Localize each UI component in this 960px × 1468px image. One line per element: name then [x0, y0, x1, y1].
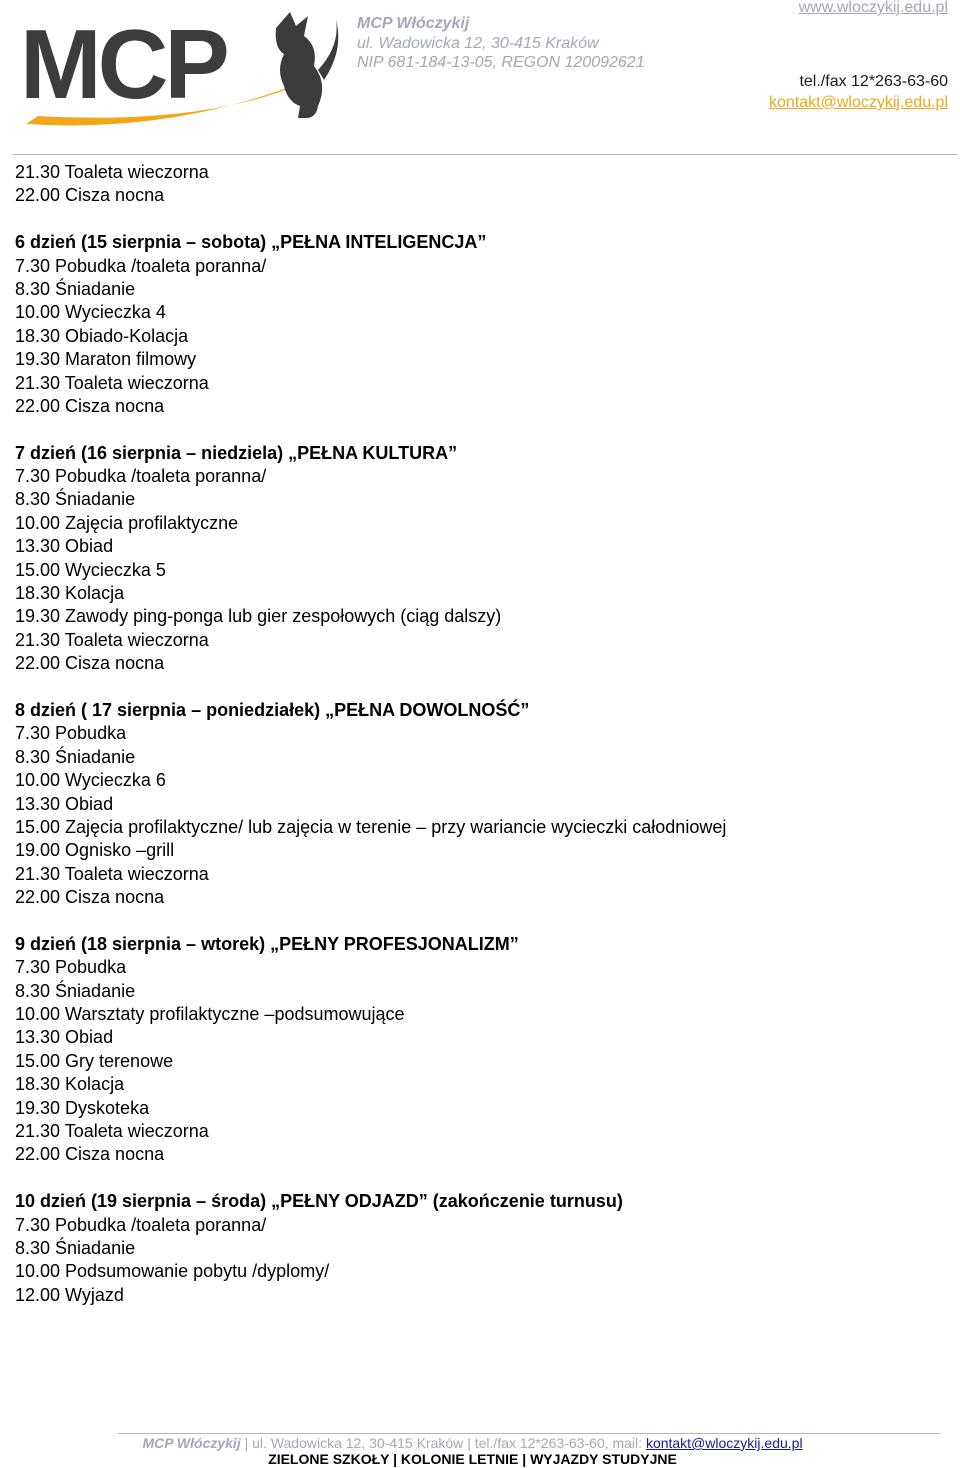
- schedule-item: 21.30 Toaleta wieczorna: [15, 629, 209, 650]
- header-phone: tel./fax 12*263-63-60: [799, 73, 948, 90]
- day-heading: 7 dzień (16 sierpnia – niedziela) „PEŁNA KULTURA”: [15, 442, 458, 463]
- spacer: [15, 910, 945, 933]
- schedule-item: 8.30 Śniadanie: [15, 278, 136, 299]
- schedule-item: 10.00 Warsztaty profilaktyczne –podsumowujące: [15, 1004, 405, 1025]
- schedule-item: 13.30 Obiad: [15, 1027, 114, 1048]
- schedule-item: 8.30 Śniadanie: [15, 1237, 136, 1258]
- schedule-item: 15.00 Zajęcia profilaktyczne/ lub zajęcia w terenie – przy wariancie wycieczki całodniowej: [15, 816, 727, 837]
- company-logo: [18, 6, 343, 136]
- schedule-item: 22.00 Cisza nocna: [15, 395, 165, 416]
- schedule-item: 10.00 Wycieczka 4: [15, 302, 166, 323]
- schedule-item: 22.00 Cisza nocna: [15, 887, 165, 908]
- schedule-item: 7.30 Pobudka /toaleta poranna/: [15, 255, 267, 276]
- header-email-link[interactable]: kontakt@wloczykij.edu.pl: [769, 94, 948, 111]
- spacer: [15, 418, 945, 441]
- schedule-item: 10.00 Podsumowanie pobytu /dyplomy/: [15, 1261, 330, 1282]
- schedule-item: 22.00 Cisza nocna: [15, 185, 165, 206]
- logo-text: MCP: [20, 9, 226, 119]
- footer-tagline: ZIELONE SZKOŁY | KOLONIE LETNIE | WYJAZDY STUDYJNE: [268, 1451, 677, 1467]
- schedule-list: [15, 161, 945, 1307]
- schedule-item: 7.30 Pobudka /toaleta poranna/: [15, 466, 267, 487]
- footer-address: ul. Wadowicka 12, 30-415 Kraków: [252, 1435, 464, 1451]
- schedule-item: 21.30 Toaleta wieczorna: [15, 372, 209, 393]
- spacer: [15, 676, 945, 699]
- schedule-item: 19.30 Zawody ping-ponga lub gier zespołowych (ciąg dalszy): [15, 606, 502, 627]
- spacer: [15, 208, 945, 231]
- logo-graphic: [18, 6, 343, 136]
- schedule-item: 8.30 Śniadanie: [15, 489, 136, 510]
- dog-icon: [276, 12, 339, 118]
- footer-phone-mail: tel./fax 12*263-63-60, mail:: [474, 1435, 643, 1451]
- spacer: [15, 1167, 945, 1190]
- schedule-item: 19.30 Maraton filmowy: [15, 349, 197, 370]
- footer-company: MCP Włóczykij: [142, 1435, 241, 1451]
- header-website-link[interactable]: www.wloczykij.edu.pl: [798, 0, 948, 16]
- header-company: MCP Włóczykij: [357, 15, 470, 32]
- schedule-item: 10.00 Wycieczka 6: [15, 770, 166, 791]
- schedule-item: 21.30 Toaleta wieczorna: [15, 162, 209, 182]
- schedule-item: 13.30 Obiad: [15, 536, 114, 557]
- footer-contact: [0, 1435, 945, 1451]
- schedule-item: 19.30 Dyskoteka: [15, 1097, 150, 1118]
- schedule-item: 15.00 Gry terenowe: [15, 1050, 174, 1071]
- schedule-item: 21.30 Toaleta wieczorna: [15, 863, 209, 884]
- schedule-item: 7.30 Pobudka: [15, 723, 127, 744]
- header-address: ul. Wadowicka 12, 30-415 Kraków: [357, 35, 599, 52]
- day-heading: 8 dzień ( 17 sierpnia – poniedziałek) „PEŁNA DOWOLNOŚĆ”: [15, 699, 530, 720]
- schedule-item: 18.30 Obiado-Kolacja: [15, 325, 189, 346]
- schedule-item: 10.00 Zajęcia profilaktyczne: [15, 512, 239, 533]
- schedule-item: 12.00 Wyjazd: [15, 1284, 124, 1305]
- day-heading: 9 dzień (18 sierpnia – wtorek) „PEŁNY PROFESJONALIZM”: [15, 933, 519, 954]
- schedule-item: 8.30 Śniadanie: [15, 746, 136, 767]
- schedule-item: 22.00 Cisza nocna: [15, 653, 165, 674]
- schedule-item: 7.30 Pobudka /toaleta poranna/: [15, 1214, 267, 1235]
- day-heading: 6 dzień (15 sierpnia – sobota) „PEŁNA INTELIGENCJA”: [15, 232, 487, 253]
- schedule-item: 13.30 Obiad: [15, 793, 114, 814]
- schedule-item: 18.30 Kolacja: [15, 1074, 125, 1095]
- footer-separator: |: [467, 1435, 475, 1451]
- schedule-item: 22.00 Cisza nocna: [15, 1144, 165, 1165]
- schedule-item: 15.00 Wycieczka 5: [15, 559, 166, 580]
- schedule-item: 21.30 Toaleta wieczorna: [15, 1121, 209, 1142]
- day-heading: 10 dzień (19 sierpnia – środa) „PEŁNY ODJAZD” (zakończenie turnusu): [15, 1191, 623, 1212]
- header-divider: [12, 154, 958, 155]
- schedule-item: 8.30 Śniadanie: [15, 980, 136, 1001]
- schedule-item: 19.00 Ognisko –grill: [15, 840, 175, 861]
- header-nip: NIP 681-184-13-05, REGON 120092621: [357, 54, 645, 71]
- footer-email-link[interactable]: kontakt@wloczykij.edu.pl: [645, 1435, 803, 1451]
- footer-separator: |: [244, 1435, 253, 1451]
- footer-divider: [118, 1433, 940, 1434]
- schedule-item: 18.30 Kolacja: [15, 583, 125, 604]
- schedule-item: 7.30 Pobudka: [15, 957, 127, 978]
